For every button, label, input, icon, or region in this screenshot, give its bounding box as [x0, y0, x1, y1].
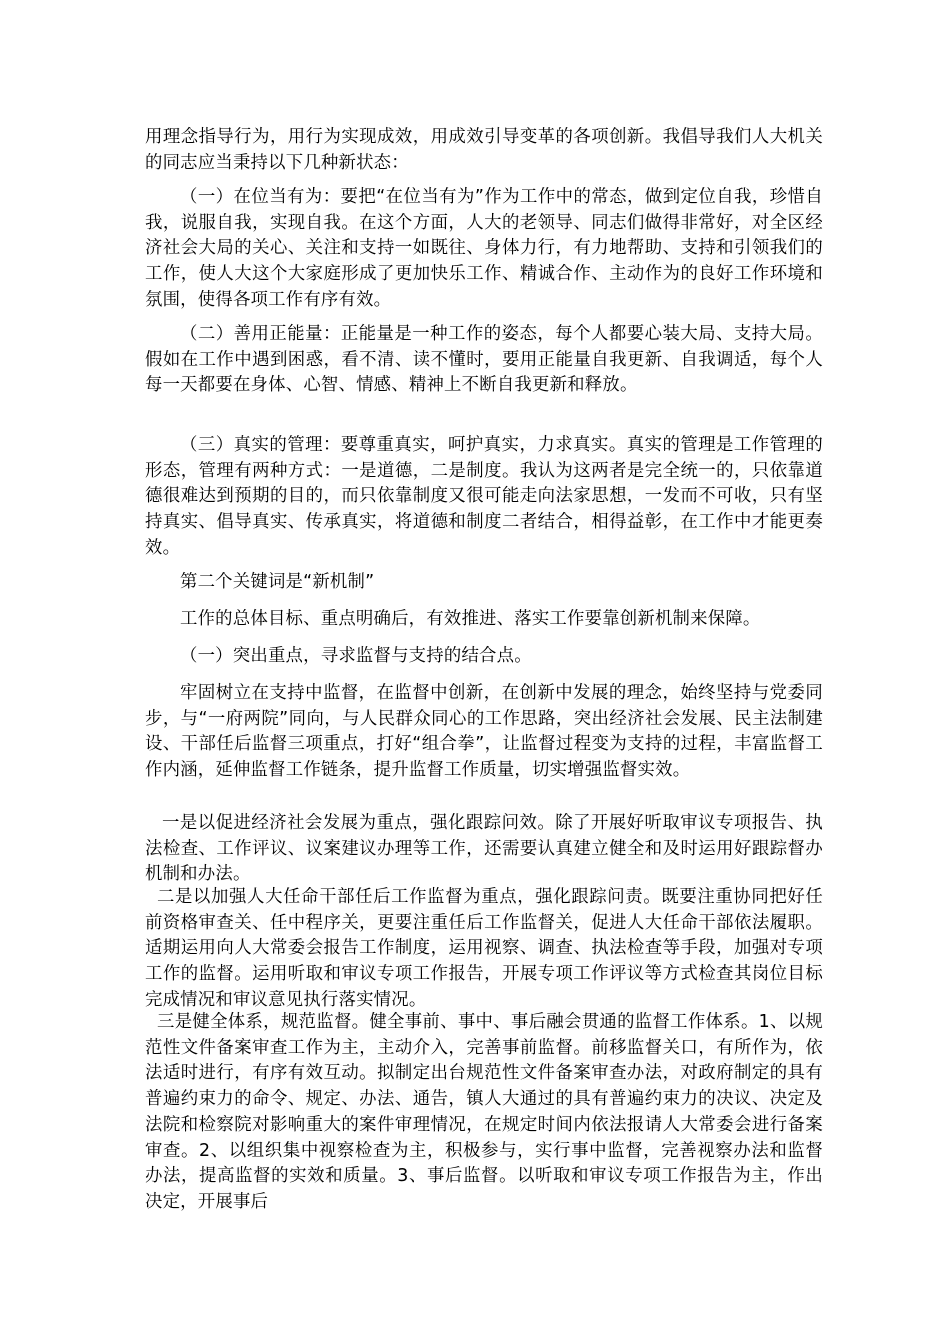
paragraph-mechanism-intro: 工作的总体目标、重点明确后，有效推进、落实工作要靠创新机制来保障。 — [180, 609, 761, 629]
paragraph-point-one: 一是以促进经济社会发展为重点，强化跟踪问效。除了开展好听取审议专项报告、执法检查、工作评议、议案建议办理等工作，还需要认真建立健全和及时运用好跟踪督办机制和办法。 — [145, 813, 823, 885]
section-heading-new-mechanism: 第二个关键词是“新机制” — [180, 572, 375, 592]
paragraph-point-three: 三是健全体系，规范监督。健全事前、事中、事后融会贯通的监督工作体系。1、以规范性文件备案审查工作为主，主动介入，完善事前监督。前移监督关口，有所作为，依法适时进行，有序有效互动。拟制定出台规范性文件备案审查办法，对政府制定的具有普遍约束力的命令、规定、办法、通告，镇人大通过的具有普遍约束力的决议、决定及法院和检察院对影响重大的案件审理情况，在规定时间内依法报请人大常委会进行备案审查。2、以组织集中视察检查为主，积极参与，实行事中监督，完善视察办法和监督办法，提高监督的实效和质量。3、事后监督。以听取和审议专项工作报告为主，作出决定，开展事后 — [145, 1012, 823, 1212]
paragraph-supervision-philosophy: 牢固树立在支持中监督，在监督中创新，在创新中发展的理念，始终坚持与党委同步，与“一府两院”同向，与人民群众同心的工作思路，突出经济社会发展、民主法制建设、干部任后监督三项重点，打好“组合拳”，让监督过程变为支持的过程，丰富监督工作内涵，延伸监督工作链条，提升监督工作质量，切实增强监督实效。 — [145, 683, 823, 781]
paragraph-state-one: （一）在位当有为：要把“在位当有为”作为工作中的常态，做到定位自我，珍惜自我，说服自我，实现自我。在这个方面，人大的老领导、同志们做得非常好，对全区经济社会大局的关心、关注和支持一如既往、身体力行，有力地帮助、支持和引领我们的工作，使人大这个大家庭形成了更加快乐工作、精诚合作、主动作为的良好工作环境和氛围，使得各项工作有序有效。 — [145, 187, 823, 310]
paragraph-state-two: （二）善用正能量：正能量是一种工作的姿态，每个人都要心装大局、支持大局。假如在工作中遇到困惑，看不清、读不懂时，要用正能量自我更新、自我调适，每个人每一天都要在身体、心智、情感、精神上不断自我更新和释放。 — [145, 324, 823, 396]
paragraph-state-three: （三）真实的管理：要尊重真实，呵护真实，力求真实。真实的管理是工作管理的形态，管理有两种方式：一是道德，二是制度。我认为这两者是完全统一的，只依靠道德很难达到预期的目的，而只依靠制度又很可能走向法家思想，一发而不可收，只有坚持真实、倡导真实、传承真实，将道德和制度二者结合，相得益彰，在工作中才能更奏效。 — [145, 435, 823, 558]
subheading-focus-points: （一）突出重点，寻求监督与支持的结合点。 — [180, 646, 532, 666]
paragraph-point-two: 二是以加强人大任命干部任后工作监督为重点，强化跟踪问责。既要注重协同把好任前资格审查关、任中程序关，更要注重任后工作监督关，促进人大任命干部依法履职。适期运用向人大常委会报告工作制度，运用视察、调查、执法检查等手段，加强对专项工作的监督。运用听取和审议专项工作报告，开展专项工作评议等方式检查其岗位目标完成情况和审议意见执行落实情况。 — [145, 887, 823, 1010]
paragraph-intro: 用理念指导行为，用行为实现成效，用成效引导变革的各项创新。我倡导我们人大机关的同志应当秉持以下几种新状态： — [145, 127, 823, 173]
